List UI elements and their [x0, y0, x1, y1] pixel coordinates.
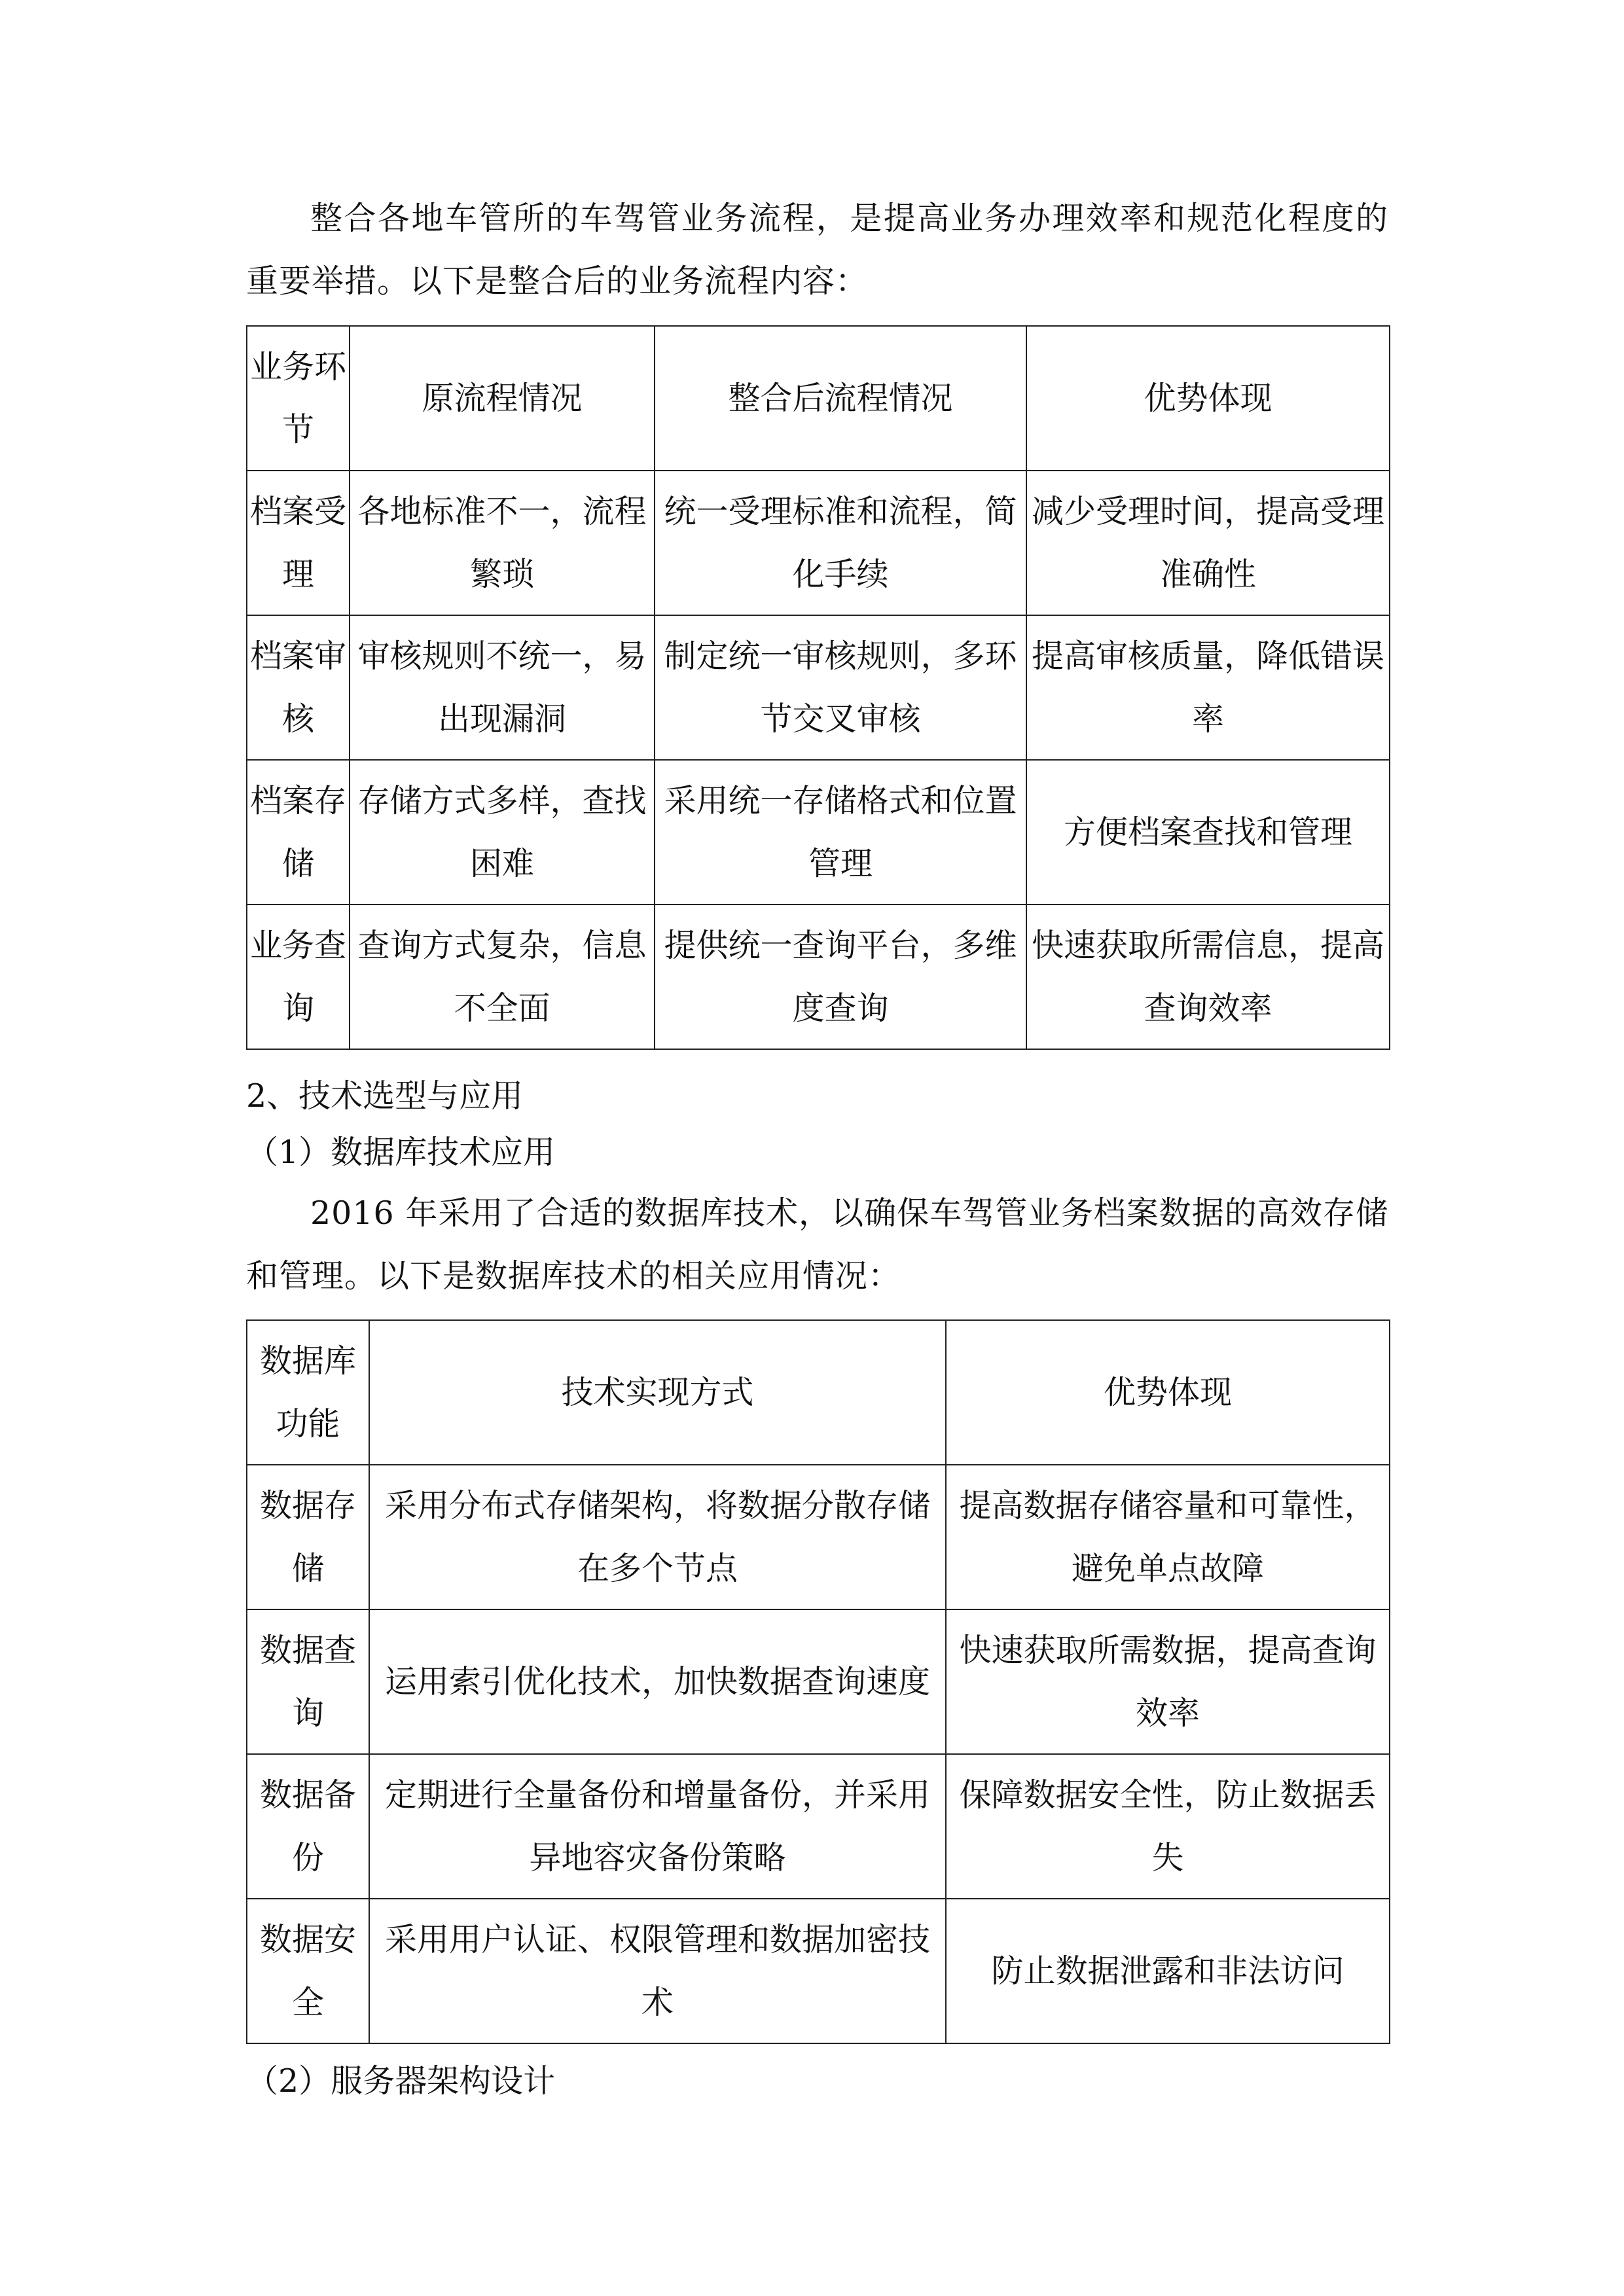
table-row: [247, 1609, 1390, 1754]
database-table: [246, 1319, 1390, 2044]
table-cell: 数据安全: [247, 1899, 369, 2043]
table-header-cell: 优势体现: [1026, 326, 1390, 471]
table-cell: 方便档案查找和管理: [1026, 760, 1390, 905]
table-header-row: [247, 1320, 1390, 1465]
table-cell: 数据查询: [247, 1609, 369, 1754]
table-row: [247, 1754, 1390, 1899]
table-cell: 提高审核质量，降低错误率: [1026, 615, 1390, 760]
table-row: [247, 905, 1390, 1049]
table-cell: 业务查询: [247, 905, 350, 1049]
subsection-heading-database: （1）数据库技术应用: [246, 1134, 556, 1171]
table-cell: 运用索引优化技术，加快数据查询速度: [369, 1609, 946, 1754]
table-cell: 统一受理标准和流程，简化手续: [655, 471, 1026, 615]
table-header-cell: 优势体现: [946, 1320, 1390, 1465]
table-cell: 定期进行全量备份和增量备份，并采用异地容灾备份策略: [369, 1754, 946, 1899]
table-header-row: [247, 326, 1390, 471]
table-cell: 防止数据泄露和非法访问: [946, 1899, 1390, 2043]
table-row: [247, 1899, 1390, 2043]
table-header-cell: 业务环节: [247, 326, 350, 471]
table-cell: 数据备份: [247, 1754, 369, 1899]
table-header-cell: 整合后流程情况: [655, 326, 1026, 471]
table-cell: 审核规则不统一，易出现漏洞: [350, 615, 655, 760]
table-row: [247, 471, 1390, 615]
process-table: [246, 325, 1390, 1050]
table-cell: 制定统一审核规则，多环节交叉审核: [655, 615, 1026, 760]
table-cell: 档案受理: [247, 471, 350, 615]
table-cell: 各地标准不一，流程繁琐: [350, 471, 655, 615]
table-header-cell: 数据库功能: [247, 1320, 369, 1465]
intro-paragraph: 整合各地车管所的车驾管业务流程，是提高业务办理效率和规范化程度的重要举措。以下是整合后的业务流程内容：: [246, 200, 1388, 300]
table-cell: 采用用户认证、权限管理和数据加密技术: [369, 1899, 946, 2043]
table-cell: 采用统一存储格式和位置管理: [655, 760, 1026, 905]
table-cell: 快速获取所需数据，提高查询效率: [946, 1609, 1390, 1754]
table-cell: 采用分布式存储架构，将数据分散存储在多个节点: [369, 1465, 946, 1609]
table-header-cell: 技术实现方式: [369, 1320, 946, 1465]
database-paragraph: 2016 年采用了合适的数据库技术，以确保车驾管业务档案数据的高效存储和管理。以下是数据库技术的相关应用情况：: [246, 1194, 1388, 1295]
table-row: [247, 760, 1390, 905]
table-row: [247, 1465, 1390, 1609]
section-heading: 2、技术选型与应用: [246, 1077, 524, 1115]
table-cell: 档案审核: [247, 615, 350, 760]
subsection-heading-server: （2）服务器架构设计: [246, 2062, 556, 2100]
table-cell: 存储方式多样，查找困难: [350, 760, 655, 905]
table-cell: 保障数据安全性，防止数据丢失: [946, 1754, 1390, 1899]
table-cell: 提供统一查询平台，多维度查询: [655, 905, 1026, 1049]
table-row: [247, 615, 1390, 760]
table-cell: 提高数据存储容量和可靠性，避免单点故障: [946, 1465, 1390, 1609]
table-cell: 快速获取所需信息，提高查询效率: [1026, 905, 1390, 1049]
table-cell: 档案存储: [247, 760, 350, 905]
table-cell: 查询方式复杂，信息不全面: [350, 905, 655, 1049]
table-cell: 数据存储: [247, 1465, 369, 1609]
table-header-cell: 原流程情况: [350, 326, 655, 471]
table-cell: 减少受理时间，提高受理准确性: [1026, 471, 1390, 615]
